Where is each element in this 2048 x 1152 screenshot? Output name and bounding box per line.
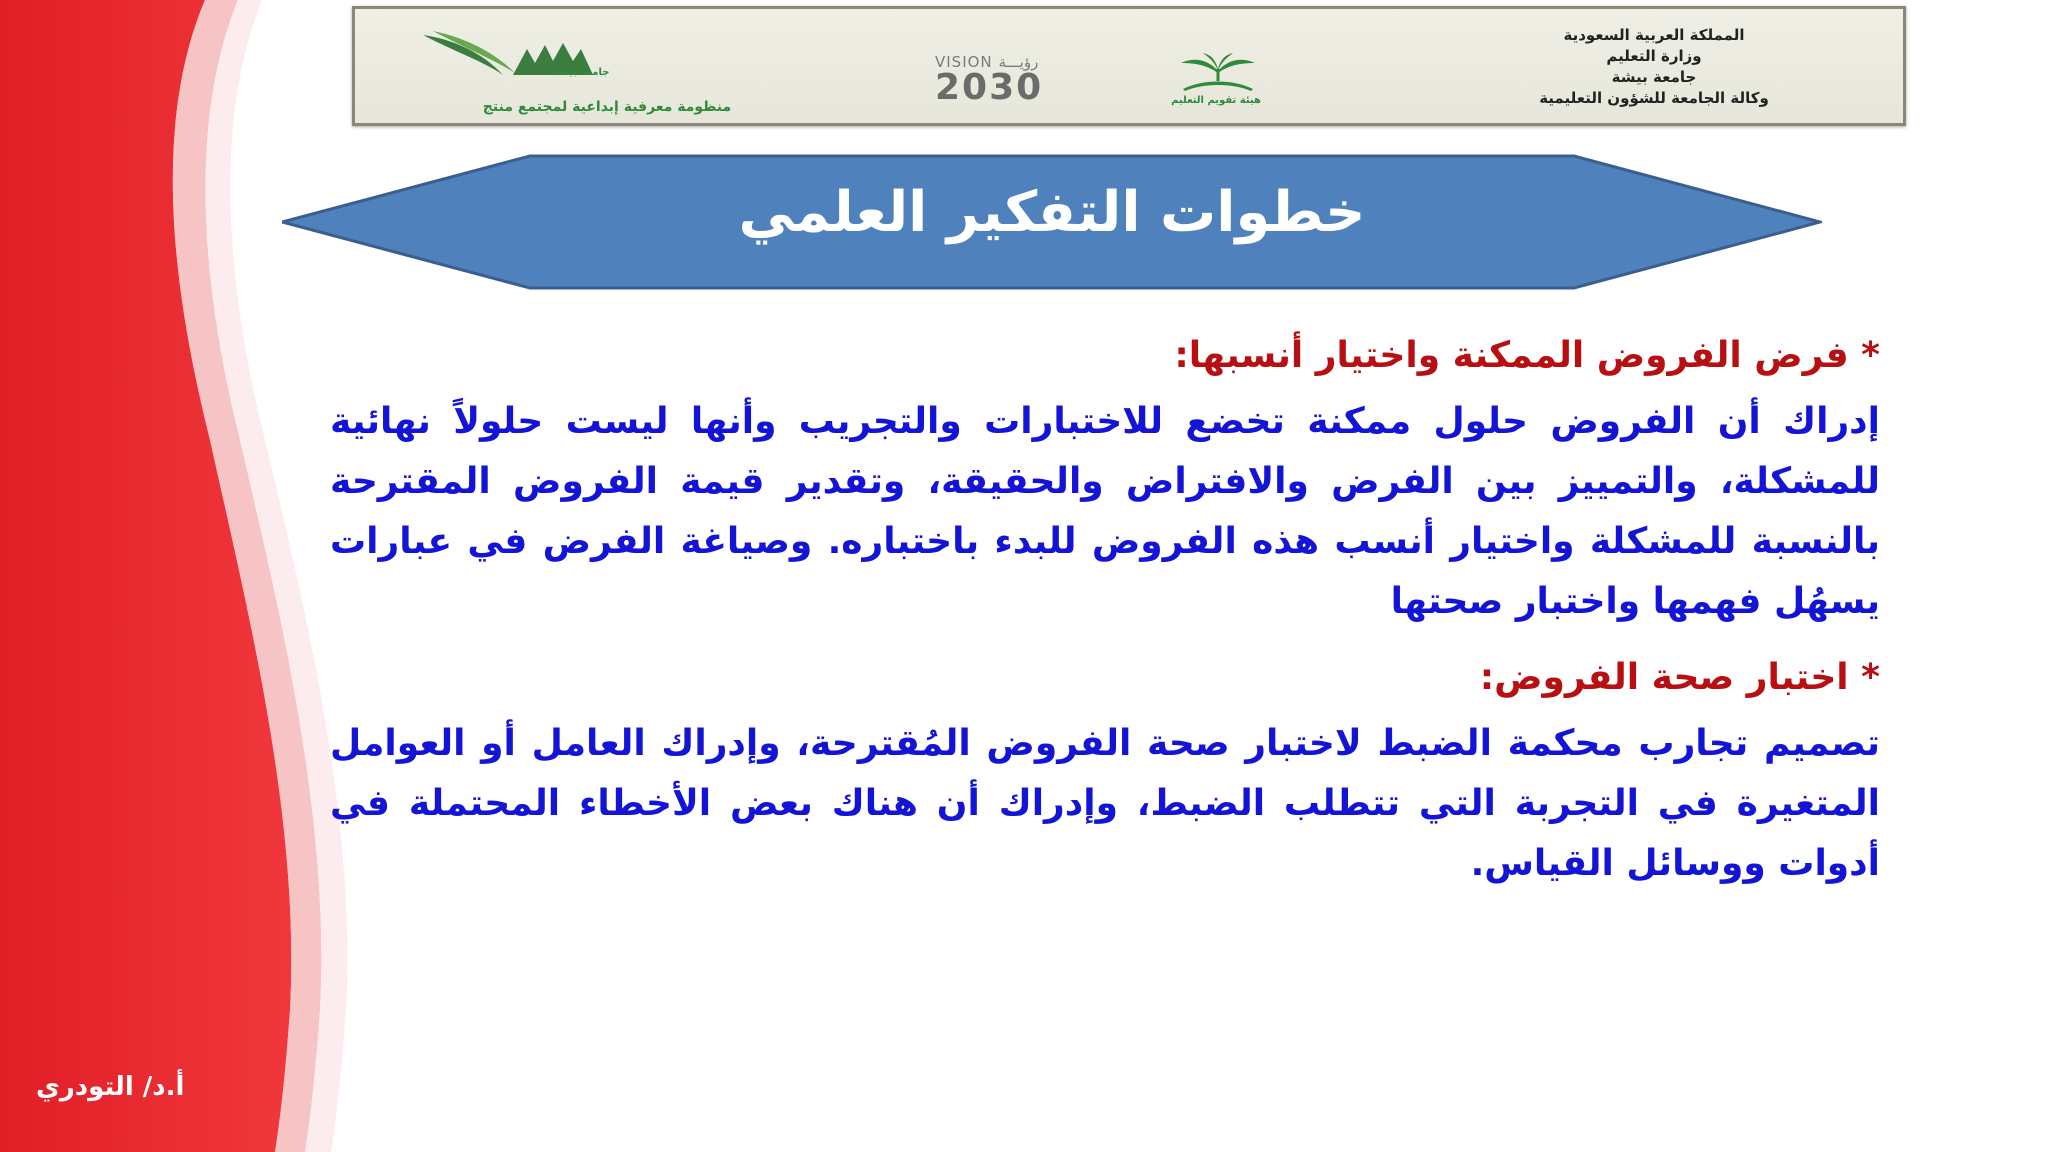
university-name: جامعة بيشة — [553, 67, 610, 78]
author-credit: أ.د/ التودري — [36, 1072, 185, 1102]
evaluation-commission-label: هيئة تقويم التعليم — [1171, 95, 1261, 106]
ministry-line: جامعة بيشة — [1611, 68, 1697, 86]
slide-title: خطوات التفكير العلمي — [738, 180, 1366, 245]
ministry-line: المملكة العربية السعودية — [1563, 26, 1745, 44]
ministry-text-block — [1489, 25, 1819, 109]
vision-word: VISION رؤيـــة — [935, 53, 1039, 71]
vision-year: 2030 — [935, 67, 1044, 108]
ministry-line: وزارة التعليم — [1606, 47, 1702, 65]
vision-2030-logo — [935, 49, 1355, 119]
university-slogan: منظومة معرفية إبداعية لمجتمع منتج — [482, 99, 732, 115]
section-body-hypotheses: إدراك أن الفروض حلول ممكنة تخضع للاختبارات والتجريب وأنها ليست حلولاً نهائية للمشكلة، والتمييز بين الفرض والافتراض والحقيقة، وتقدير قيمة الفروض المقترحة بالنسبة للمشكلة واختيار أنسب هذه الفروض للبدء باختباره. وصياغة الفرض في عبارات يسهُل فهمها واختبار صحتها — [330, 401, 1880, 622]
section-heading-testing: * اختبار صحة الفروض: — [1479, 657, 1880, 698]
section-heading-hypotheses: * فرض الفروض الممكنة واختيار أنسبها: — [1174, 335, 1880, 376]
ministry-line: وكالة الجامعة للشؤون التعليمية — [1539, 89, 1769, 107]
university-logo-icon — [423, 31, 603, 91]
section-body-testing: تصميم تجارب محكمة الضبط لاختبار صحة الفروض المُقترحة، وإدراك العامل أو العوامل المتغيرة في التجربة التي تتطلب الضبط، وإدراك أن هناك بعض الأخطاء المحتملة في أدوات ووسائل القياس. — [330, 723, 1880, 884]
header-banner — [352, 6, 1906, 126]
slide-content — [330, 330, 1880, 914]
